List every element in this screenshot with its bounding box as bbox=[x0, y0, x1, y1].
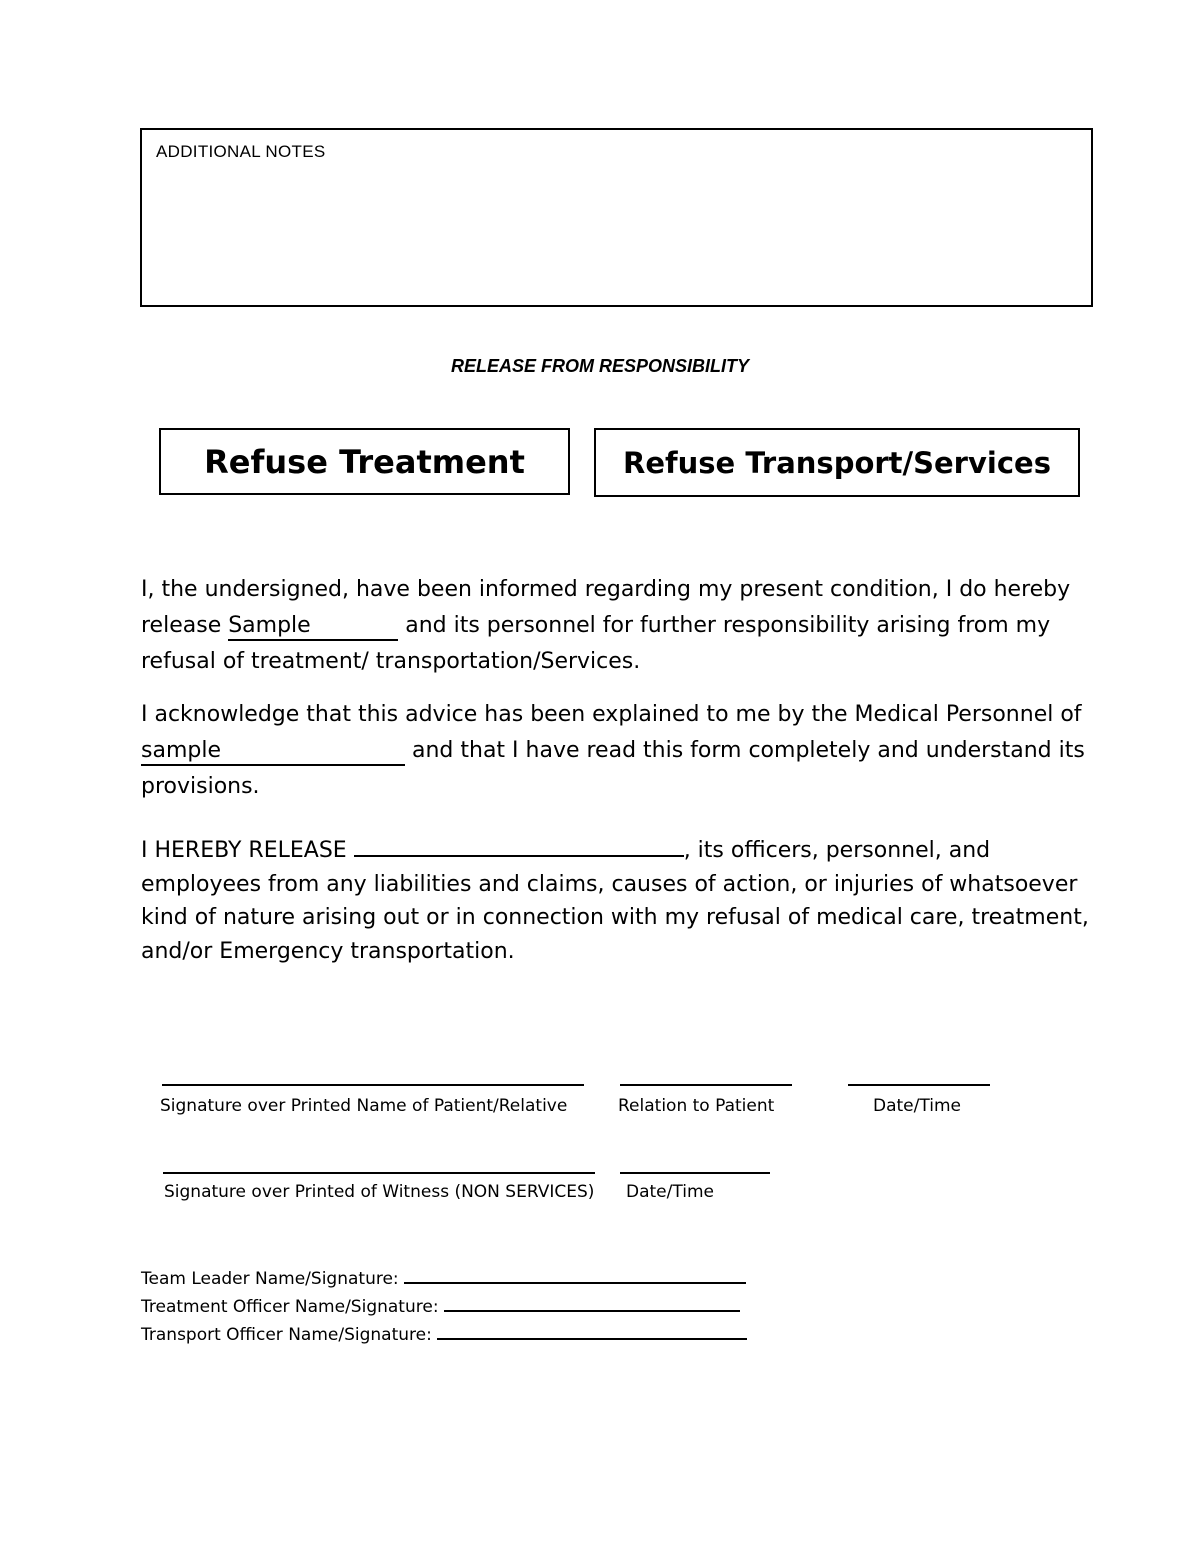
hereby-release-fill-field[interactable] bbox=[354, 835, 684, 857]
release-intro-text: I, the undersigned, have been informed regarding my present condition, I do hereby release bbox=[141, 577, 1071, 638]
team-leader-label: Team Leader Name/Signature: bbox=[141, 1269, 399, 1289]
date-time-line[interactable] bbox=[848, 1084, 990, 1086]
relation-line[interactable] bbox=[620, 1084, 792, 1086]
witness-date-time-line[interactable] bbox=[620, 1172, 770, 1174]
witness-signature-caption: Signature over Printed of Witness (NON SERVICES) bbox=[164, 1182, 595, 1202]
release-rest-text: and its personnel for further responsibility arising from my refusal of treatment/ transportation/Services. bbox=[141, 613, 1051, 674]
section-title: RELEASE FROM RESPONSIBILITY bbox=[450, 356, 750, 376]
medical-personnel-fill-field[interactable]: sample bbox=[141, 738, 405, 766]
relation-caption: Relation to Patient bbox=[618, 1096, 775, 1116]
additional-notes-label: ADDITIONAL NOTES bbox=[156, 142, 326, 161]
team-leader-signature-field[interactable] bbox=[404, 1266, 746, 1284]
acknowledge-rest-text: and that I have read this form completely and understand its provisions. bbox=[141, 738, 1085, 799]
witness-date-time-caption: Date/Time bbox=[626, 1182, 714, 1202]
organization-fill-field[interactable]: Sample bbox=[228, 613, 398, 641]
transport-officer-row bbox=[141, 1322, 747, 1345]
refuse-transport-option[interactable]: Refuse Transport/Services bbox=[594, 428, 1080, 497]
hereby-release-rest-text: , its officers, personnel, and employees from any liabilities and claims, causes of action, or injuries of whatsoever kind of nature arising out or in connection with my refusal of medical care, treatment, and/or Emergency transportation. bbox=[141, 838, 1089, 964]
hereby-release-paragraph bbox=[141, 834, 1101, 968]
treatment-officer-row bbox=[141, 1294, 740, 1317]
treatment-officer-signature-field[interactable] bbox=[444, 1294, 740, 1312]
acknowledge-paragraph bbox=[141, 697, 1101, 805]
hereby-release-intro-text: I HEREBY RELEASE bbox=[141, 838, 354, 863]
patient-signature-caption: Signature over Printed Name of Patient/Relative bbox=[160, 1096, 568, 1116]
witness-signature-line[interactable] bbox=[163, 1172, 595, 1174]
acknowledge-intro-text: I acknowledge that this advice has been explained to me by the Medical Personnel of bbox=[141, 702, 1082, 727]
transport-officer-label: Transport Officer Name/Signature: bbox=[141, 1325, 432, 1345]
patient-signature-line[interactable] bbox=[162, 1084, 584, 1086]
additional-notes-box[interactable] bbox=[140, 128, 1093, 307]
team-leader-row bbox=[141, 1266, 746, 1289]
refuse-treatment-option[interactable]: Refuse Treatment bbox=[159, 428, 570, 495]
transport-officer-signature-field[interactable] bbox=[437, 1322, 747, 1340]
release-paragraph bbox=[141, 572, 1101, 680]
treatment-officer-label: Treatment Officer Name/Signature: bbox=[141, 1297, 439, 1317]
date-time-caption: Date/Time bbox=[873, 1096, 961, 1116]
